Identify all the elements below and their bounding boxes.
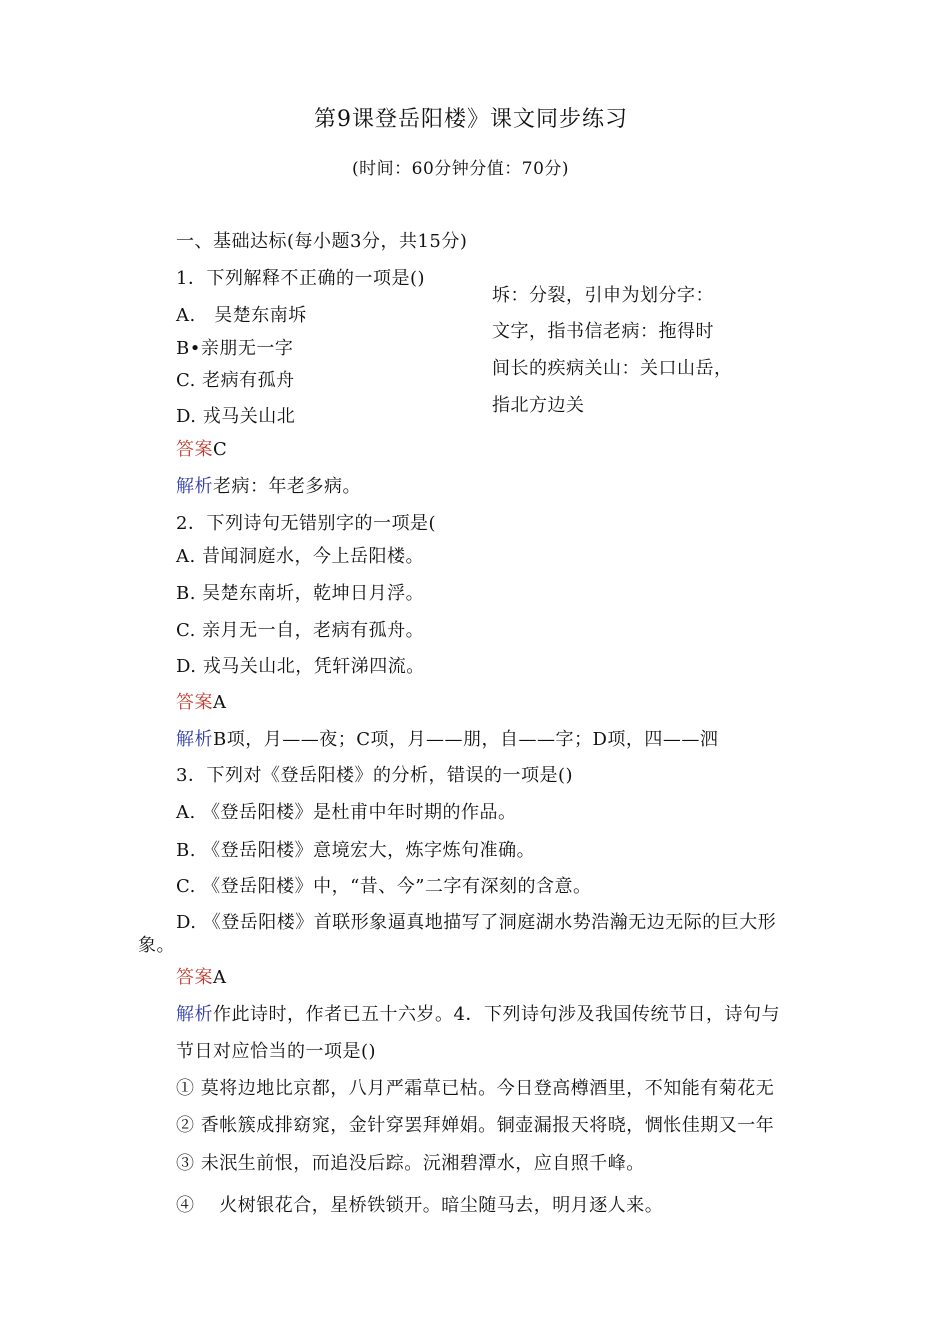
q2-answer [176,691,227,715]
page-title: 第9课登岳阳楼》课文同步练习 [314,107,628,132]
q4-item: ④ 火树银花合，星桥铁锁开。暗尘随马去，明月逐人来。 [176,1195,664,1216]
q1-side-note-line: 指北方边关 [492,395,585,416]
q3-answer [176,966,227,990]
analysis-text: 老病：年老多病。 [213,476,361,497]
q3-option-a: A. 《登岳阳楼》是杜甫中年时期的作品。 [176,802,517,823]
q2-option-c: C. 亲月无一自，老病有孤舟。 [176,620,425,641]
q3-analysis [176,1003,780,1027]
answer-value: C [213,439,228,460]
q3-stem: 3．下列对《登岳阳楼》的分析，错误的一项是() [176,765,573,786]
q1-stem: 1．下列解释不正确的一项是() [176,268,425,289]
q1-option-d: D. 戎马关山北 [176,406,296,427]
q2-option-a: A. 昔闻洞庭水，今上岳阳楼。 [176,546,424,567]
analysis-label: 解析 [176,476,213,497]
q3-option-b: B. 《登岳阳楼》意境宏大，炼字炼句准确。 [176,840,536,861]
answer-value: A [213,967,227,988]
analysis-text: B项，月——夜；C项，月——朋，自——字；D项，四——泗 [213,729,719,750]
q1-side-note-line: 坼：分裂，引申为划分字： [492,285,714,306]
q1-option-a: A. 吴楚东南坼 [176,305,307,326]
q3-option-c: C. 《登岳阳楼》中，“昔、今”二字有深刻的含意。 [176,876,592,897]
q3-option-d-continued: 象。 [138,935,175,956]
analysis-label: 解析 [176,729,213,750]
q1-side-note-line: 间长的疾病关山：关口山岳， [492,358,733,379]
q1-analysis [176,475,361,499]
answer-value: A [213,692,227,713]
q4-item: ① 莫将边地比京都，八月严霜草已枯。今日登高樽酒里，不知能有菊花无 [176,1078,775,1099]
q2-option-d: D. 戎马关山北，凭轩涕四流。 [176,656,425,677]
q1-answer [176,438,227,462]
q4-item: ② 香帐簇成排窈窕，金针穿罢拜婵娟。铜壶漏报天将晓，惆怅佳期又一年 [176,1115,775,1136]
q4-item: ③ 未泯生前恨，而追没后踪。沅湘碧潭水，应自照千峰。 [176,1153,645,1174]
q3-option-d: D. 《登岳阳楼》首联形象逼真地描写了洞庭湖水势浩瀚无边无际的巨大形 [176,912,777,933]
q1-option-b: B•亲朋无一字 [176,338,294,359]
answer-label: 答案 [176,967,213,988]
answer-label: 答案 [176,439,213,460]
section-heading: 一、基础达标(每小题3分，共15分) [176,231,468,252]
q1-side-note-line: 文字，指书信老病：拖得时 [492,321,714,342]
q2-analysis [176,728,718,752]
page-subtitle: (时间：60分钟分值：70分) [352,159,570,179]
q1-option-c: C. 老病有孤舟 [176,370,295,391]
q2-option-b: B. 吴楚东南圻，乾坤日月浮。 [176,583,425,604]
q4-stem: 节日对应恰当的一项是() [176,1041,377,1062]
analysis-text: 作此诗时，作者已五十六岁。4．下列诗句涉及我国传统节日，诗句与 [213,1004,780,1025]
q2-stem: 2．下列诗句无错别字的一项是( [176,513,436,534]
answer-label: 答案 [176,692,213,713]
analysis-label: 解析 [176,1004,213,1025]
